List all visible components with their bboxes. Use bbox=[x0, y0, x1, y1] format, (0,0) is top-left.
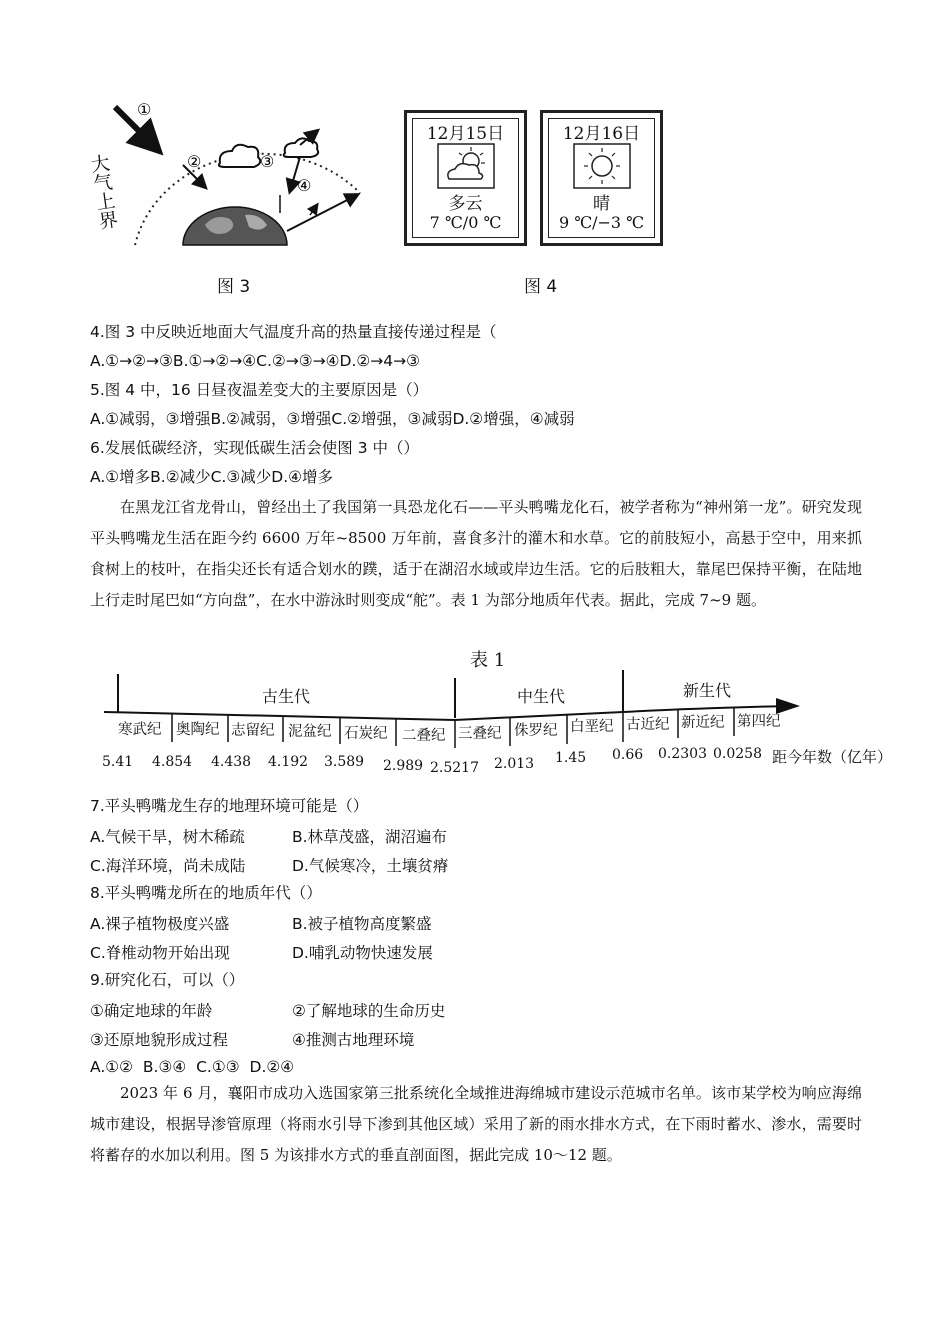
option: D.气候寒冷，土壤贫瘠 bbox=[292, 857, 449, 875]
option: ③还原地貌形成过程 bbox=[90, 1031, 228, 1049]
atmosphere-label: 大气上界 bbox=[89, 152, 120, 234]
option: C.脊椎动物开始出现 bbox=[90, 944, 230, 962]
age-number: 5.41 bbox=[102, 754, 134, 770]
question-9: 9.研究化石，可以（） bbox=[90, 971, 245, 989]
period-label: 泥盆纪 bbox=[288, 724, 332, 740]
period-label: 石炭纪 bbox=[344, 726, 388, 742]
period-label: 寒武纪 bbox=[118, 722, 162, 738]
period-label: 奥陶纪 bbox=[176, 722, 220, 738]
question-4-options: A.①→②→③B.①→②→④C.②→③→④D.②→4→③ bbox=[90, 352, 421, 370]
period-label: 三叠纪 bbox=[458, 726, 502, 742]
table-1-title: 表 1 bbox=[470, 650, 506, 671]
cloud-sun-icon bbox=[437, 143, 495, 189]
question-6-options: A.①增多B.②减少C.③减少D.④增多 bbox=[90, 468, 334, 486]
question-7: 7.平头鸭嘴龙生存的地理环境可能是（） bbox=[90, 797, 369, 815]
card-weather: 晴 bbox=[593, 194, 610, 214]
card-date: 12月15日 bbox=[426, 124, 505, 144]
age-number: 2.5217 bbox=[430, 760, 479, 776]
era-mesozoic: 中生代 bbox=[517, 687, 566, 706]
question-5: 5.图 4 中，16 日昼夜温差变大的主要原因是（） bbox=[90, 381, 429, 399]
period-label: 新近纪 bbox=[681, 715, 725, 731]
age-number: 4.854 bbox=[152, 754, 193, 770]
card-date: 12月16日 bbox=[562, 124, 641, 144]
option: C.海洋环境，尚未成陆 bbox=[90, 857, 246, 875]
age-number: 0.66 bbox=[612, 747, 644, 763]
cloud-icon bbox=[219, 145, 260, 167]
weather-card-1 bbox=[404, 110, 527, 246]
age-number: 4.438 bbox=[211, 754, 252, 770]
period-label: 第四纪 bbox=[737, 714, 781, 730]
svg-text:③: ③ bbox=[260, 152, 275, 171]
question-6: 6.发展低碳经济，实现低碳生活会使图 3 中（） bbox=[90, 439, 420, 457]
period-label: 侏罗纪 bbox=[514, 723, 558, 739]
period-label: 志留纪 bbox=[231, 723, 275, 739]
svg-text:②: ② bbox=[187, 152, 202, 171]
option: A.裸子植物极度兴盛 bbox=[90, 915, 230, 933]
age-number: 2.013 bbox=[494, 756, 535, 772]
card-weather: 多云 bbox=[448, 194, 483, 214]
figure-3-caption: 图 3 bbox=[217, 277, 251, 297]
option: ②了解地球的生命历史 bbox=[292, 1002, 446, 1020]
age-number: 4.192 bbox=[268, 754, 309, 770]
age-number: 0.0258 bbox=[713, 746, 762, 762]
option: B.被子植物高度繁盛 bbox=[292, 915, 432, 933]
axis-label: 距今年数（亿年） bbox=[772, 748, 893, 766]
period-label: 白垩纪 bbox=[570, 719, 614, 735]
age-number: 1.45 bbox=[555, 750, 587, 766]
atmosphere-diagram bbox=[95, 95, 375, 255]
age-number: 3.589 bbox=[324, 754, 365, 770]
figure-3 bbox=[89, 95, 375, 255]
option: ④推测古地理环境 bbox=[292, 1031, 415, 1049]
passage-1: 在黑龙江省龙骨山，曾经出土了我国第一具恐龙化石——平头鸭嘴龙化石，被学者称为“神州第一龙”。研究发现平头鸭嘴龙生活在距今约 6600 万年~8500 万年前，喜食多汁的灌木和水草。它的前肢短小，高悬于空中，用来抓食树上的枝叶，在指尖还长有适合划水的蹼，适于在湖沼水域或岸边生活。它的后肢粗大，靠尾巴保持平衡，在陆地上行走时尾巴如“方向盘”，在水中游泳时则变成“舵”。表 1 为部分地质年代表。据此，完成 7~9 题。 bbox=[90, 498, 862, 609]
question-4: 4.图 3 中反映近地面大气温度升高的热量直接传递过程是（ bbox=[90, 323, 497, 341]
figure-4-caption: 图 4 bbox=[524, 277, 558, 297]
question-8: 8.平头鸭嘴龙所在的地质年代（） bbox=[90, 884, 322, 902]
card-temp: 7 ℃/0 ℃ bbox=[429, 213, 502, 232]
svg-text:④: ④ bbox=[297, 176, 312, 195]
option: B.林草茂盛，湖沼遍布 bbox=[292, 828, 448, 846]
era-cenozoic: 新生代 bbox=[683, 681, 732, 700]
earth-icon bbox=[183, 207, 287, 245]
period-label: 二叠纪 bbox=[402, 728, 446, 744]
arrow-4 bbox=[287, 195, 357, 231]
option: ①确定地球的年龄 bbox=[90, 1002, 213, 1020]
question-9-options: A.①② B.③④ C.①③ D.②④ bbox=[90, 1058, 295, 1076]
svg-text:①: ① bbox=[137, 100, 152, 119]
weather-card-2 bbox=[540, 110, 663, 246]
sun-icon bbox=[573, 143, 631, 189]
card-temp: 9 ℃/−3 ℃ bbox=[558, 213, 645, 232]
passage-2: 2023 年 6 月，襄阳市成功入选国家第三批系统化全域推进海绵城市建设示范城市名单。该市某学校为响应海绵城市建设，根据导渗管原理（将雨水引导下渗到其他区域）采用了新的雨水排水方式，在下雨时蓄水、渗水，需要时将蓄存的水加以利用。图 5 为该排水方式的垂直剖面图，据此完成 10～12 题。 bbox=[90, 1084, 862, 1164]
question-5-options: A.①减弱，③增强B.②减弱，③增强C.②增强，③减弱D.②增强，④减弱 bbox=[90, 410, 575, 428]
period-label: 古近纪 bbox=[626, 717, 670, 733]
age-number: 0.2303 bbox=[658, 746, 707, 762]
age-number: 2.989 bbox=[383, 758, 424, 774]
era-paleozoic: 古生代 bbox=[262, 687, 311, 706]
option: D.哺乳动物快速发展 bbox=[292, 944, 433, 962]
option: A.气候干旱，树木稀疏 bbox=[90, 828, 245, 846]
